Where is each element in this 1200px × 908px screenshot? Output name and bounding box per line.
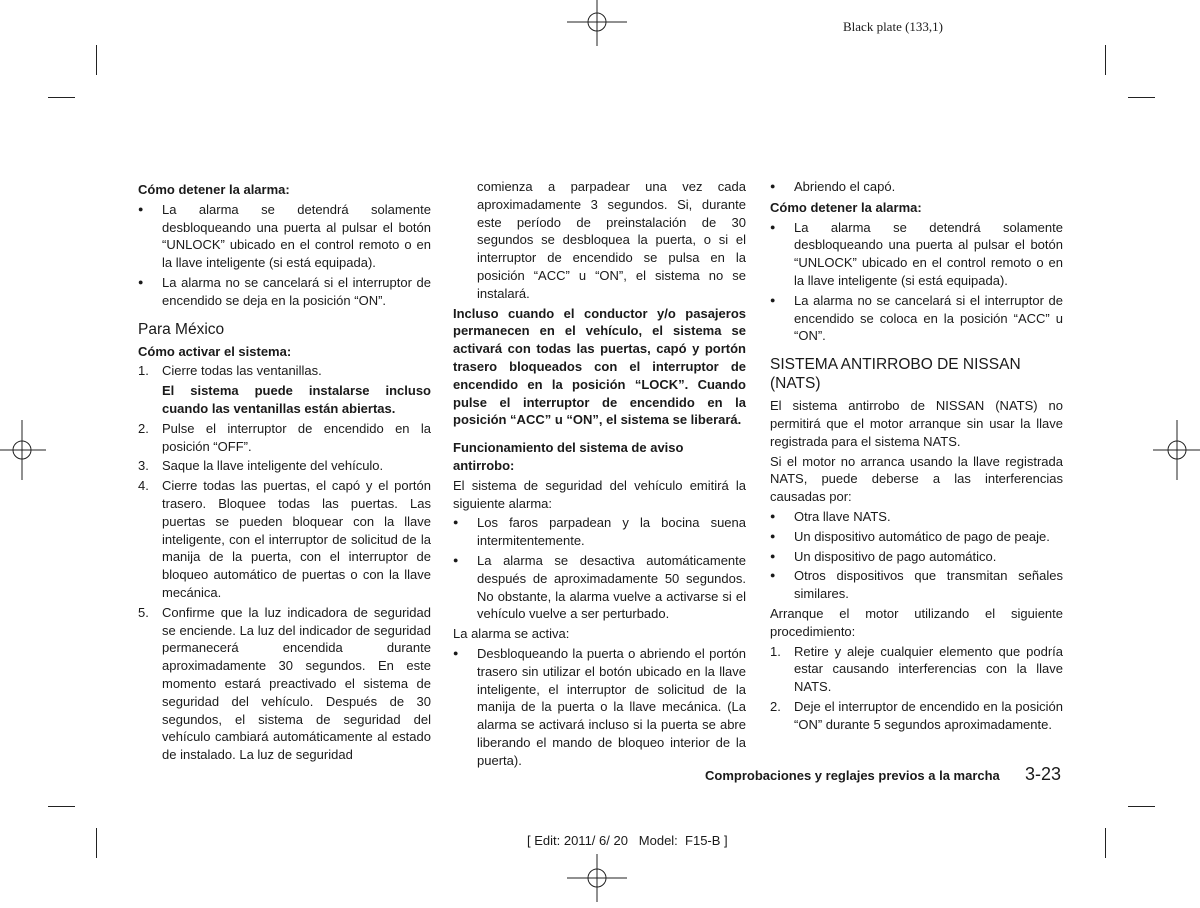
left-column	[138, 178, 431, 766]
crop-mark	[1128, 806, 1155, 807]
bullet-item	[770, 548, 1063, 566]
section-title: SISTEMA ANTIRROBO DE NISSAN (NATS)	[770, 356, 1021, 393]
crop-mark	[48, 806, 75, 807]
crop-mark	[1128, 97, 1155, 98]
step-item	[770, 643, 1063, 696]
bullet-item	[453, 514, 746, 550]
step-text: Retire y aleje cualquier elemento que podría estar causando interferencias con la llave NATS.	[794, 643, 1063, 695]
edit-info: [ Edit: 2011/ 6/ 20 Model: F15-B ]	[527, 833, 728, 848]
registration-mark-icon	[1147, 420, 1200, 480]
bullet-item	[770, 567, 1063, 603]
step-item	[138, 604, 431, 764]
bullet-item	[453, 552, 746, 623]
step-text: Cierre todas las ventanillas.	[162, 363, 322, 379]
step-number: 5.	[138, 604, 149, 620]
step-item	[138, 362, 431, 417]
step-item	[138, 477, 431, 602]
paragraph: El sistema de seguridad del vehículo emitirá la siguiente alarma:	[453, 477, 746, 511]
bullet-item	[770, 508, 1063, 526]
registration-mark-icon	[0, 420, 52, 480]
bullet-item	[770, 292, 1063, 345]
bullet-text: La alarma se detendrá solamente desbloqueando una puerta al pulsar el botón “UNLOCK” ubicado en el control remoto o en la llave inteligente (si está equipada).	[162, 201, 431, 271]
bullet-icon: ●	[770, 510, 776, 521]
paragraph: La alarma se activa:	[453, 626, 570, 642]
bullet-icon: ●	[770, 530, 776, 541]
registration-mark-icon	[567, 0, 627, 52]
crop-mark	[1105, 828, 1106, 858]
bullet-text: Un dispositivo automático de pago de peaje.	[794, 528, 1050, 544]
bullet-icon: ●	[138, 276, 144, 287]
bullet-item	[770, 528, 1063, 546]
bullet-item	[138, 201, 431, 272]
step-number: 3.	[138, 458, 149, 474]
section-title: Para México	[138, 320, 225, 338]
bullet-icon: ●	[138, 203, 144, 214]
bullet-text: Desbloqueando la puerta o abriendo el portón trasero sin utilizar el botón ubicado en la llave inteligente, el interruptor de solicitud de la manija de la puerta o la llave mecánica. (La alarma se activará incluso si la puerta se abre liberando el mando de bloqueo interior de la puerta).	[477, 645, 746, 768]
bullet-text: Otra llave NATS.	[794, 508, 891, 524]
bullet-text: Un dispositivo de pago automático.	[794, 548, 997, 564]
heading: Funcionamiento del sistema de aviso antirrobo:	[453, 440, 684, 473]
crop-mark	[96, 45, 97, 75]
bullet-icon: ●	[453, 517, 459, 528]
continued-text: comienza a parpadear una vez cada aproximadamente 3 segundos. Si, durante este período de preinstalación de 30 segundos se desbloquea la puerta, o si el interruptor de encendido se pulsa en la posición “ACC” u “ON”, el sistema no se instalará.	[477, 179, 746, 301]
step-text: Cierre todas las puertas, el capó y el portón trasero. Bloquee todas las puertas. Las puertas se pueden bloquear con la llave inteligente, con el interruptor de solicitud de la manija de la puerta, con el interruptor de bloqueo automático de puertas o con la llave mecánica.	[162, 478, 431, 600]
middle-column	[453, 178, 746, 772]
step-text: Deje el interruptor de encendido en la posición “ON” durante 5 segundos aproximadamente.	[794, 698, 1063, 732]
step-text: Confirme que la luz indicadora de seguridad se enciende. La luz del indicador de seguridad permanecerá encendida durante aproximadamente 30 segundos. En este momento estará preactivado el sistema de seguridad del vehículo. Después de 30 segundos, el sistema de seguridad del vehículo cambiará automáticamente al estado de instalado. La luz de seguridad	[162, 604, 431, 763]
crop-mark	[48, 97, 75, 98]
step-number: 1.	[770, 643, 781, 659]
paragraph: El sistema antirrobo de NISSAN (NATS) no permitirá que el motor arranque sin usar la llave registrada para el sistema NATS.	[770, 398, 1063, 449]
bullet-icon: ●	[453, 647, 459, 658]
bullet-icon: ●	[770, 550, 776, 561]
heading: Cómo activar el sistema:	[138, 343, 292, 359]
bullet-icon: ●	[453, 554, 459, 565]
paragraph: Si el motor no arranca usando la llave registrada NATS, puede deberse a las interferencias causadas por:	[770, 453, 1063, 505]
step-text: Saque la llave inteligente del vehículo.	[162, 458, 384, 474]
heading: Cómo detener la alarma:	[138, 182, 290, 197]
paragraph: Arranque el motor utilizando el siguiente procedimiento:	[770, 605, 1063, 639]
bullet-text: Otros dispositivos que transmitan señales similares.	[794, 568, 1063, 602]
bullet-text: Los faros parpadean y la bocina suena intermitentemente.	[477, 515, 746, 549]
step-number: 2.	[770, 698, 781, 714]
footer-section-title: Comprobaciones y reglajes previos a la marcha	[705, 768, 1000, 783]
bullet-item	[453, 645, 746, 770]
step-note: El sistema puede instalarse incluso cuando las ventanillas están abiertas.	[162, 383, 431, 416]
bullet-icon: ●	[770, 294, 776, 305]
step-number: 2.	[138, 420, 149, 436]
step-number: 4.	[138, 478, 149, 494]
heading: Cómo detener la alarma:	[770, 199, 922, 215]
bullet-icon: ●	[770, 221, 776, 232]
bullet-text: La alarma no se cancelará si el interruptor de encendido se deja en la posición “ON”.	[162, 274, 431, 308]
step-item	[138, 420, 431, 456]
step-item	[138, 457, 431, 475]
bullet-item	[770, 178, 1063, 196]
step-item	[770, 698, 1063, 734]
step-number: 1.	[138, 363, 149, 379]
bullet-icon: ●	[770, 570, 776, 581]
bullet-text: La alarma se detendrá solamente desbloqueando una puerta al pulsar el botón “UNLOCK” ubicado en el control remoto o en la llave inteligente (si está equipada).	[794, 219, 1063, 288]
bullet-text: Abriendo el capó.	[794, 179, 896, 194]
step-text: Pulse el interruptor de encendido en la posición “OFF”.	[162, 420, 431, 454]
bold-notice: Incluso cuando el conductor y/o pasajeros permanecen en el vehículo, el sistema se activará con todas las puertas, capó y portón trasero bloqueados con el interruptor de encendido en la posición “LOCK”. Cuando pulse el interruptor de encendido en la posición “ACC” u “ON”, el sistema se liberará.	[453, 305, 746, 428]
right-column	[770, 178, 1063, 736]
bullet-text: La alarma se desactiva automáticamente después de aproximadamente 50 segundos. No obstante, la alarma vuelve a activarse si el vehículo vuelve a ser perturbado.	[477, 552, 746, 622]
crop-mark	[1105, 45, 1106, 75]
registration-mark-icon	[567, 848, 627, 908]
plate-label: Black plate (133,1)	[843, 19, 943, 34]
bullet-text: La alarma no se cancelará si el interruptor de encendido se coloca en la posición “ACC” u “ON”.	[794, 292, 1063, 344]
bullet-item	[770, 219, 1063, 290]
page-number: 3-23	[1025, 764, 1062, 784]
crop-mark	[96, 828, 97, 858]
bullet-icon: ●	[770, 181, 776, 191]
bullet-item	[138, 274, 431, 310]
